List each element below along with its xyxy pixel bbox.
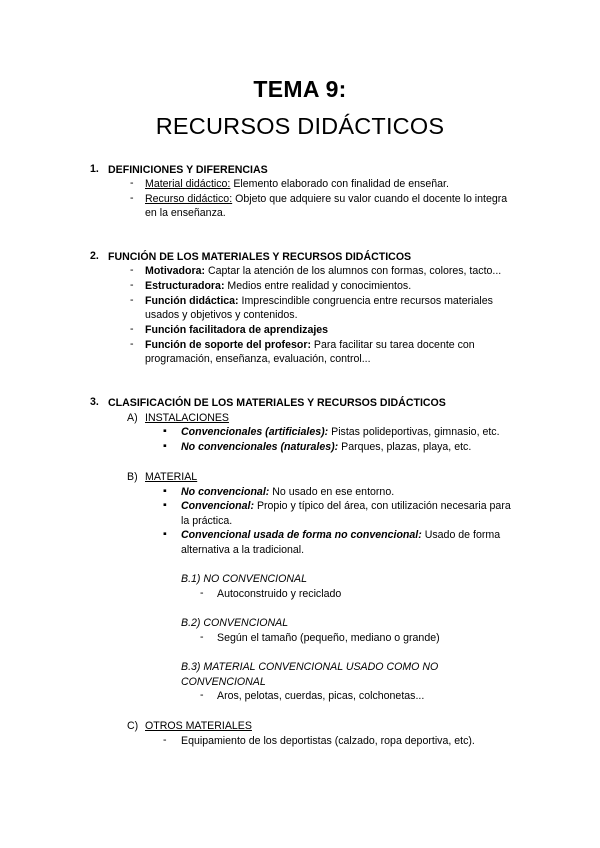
- bullet: ▪: [163, 440, 167, 452]
- bullet: ▪: [163, 528, 167, 540]
- bullet: -: [200, 689, 204, 701]
- s3-b-sub-3-item: Aros, pelotas, cuerdas, picas, colchonetas...: [217, 690, 425, 702]
- bullet: ▪: [163, 425, 167, 437]
- s3-b-sub-2: B.2) CONVENCIONAL: [181, 617, 289, 629]
- section-2-heading: FUNCIÓN DE LOS MATERIALES Y RECURSOS DIDÁCTICOS: [108, 251, 412, 263]
- s3-b-sub-3: B.3) MATERIAL CONVENCIONAL USADO COMO NO: [181, 661, 439, 673]
- s3-b-title: MATERIAL: [145, 471, 198, 483]
- s3-b-sub-1-item: Autoconstruido y reciclado: [217, 588, 342, 600]
- s3-a-item-2: No convencionales (naturales): Parques, plazas, playa, etc.: [181, 441, 472, 453]
- section-3-heading: CLASIFICACIÓN DE LOS MATERIALES Y RECURSOS DIDÁCTICOS: [108, 397, 446, 409]
- bullet: -: [130, 264, 134, 276]
- bullet: -: [130, 294, 134, 306]
- s3-c-label: C): [127, 720, 139, 732]
- page-title: TEMA 9:: [253, 76, 347, 102]
- s3-b-item-3: Convencional usada de forma no convencional: Usado de forma: [181, 529, 501, 541]
- s2-item-3-cont: usados y objetivos y contenidos.: [145, 309, 298, 321]
- bullet: -: [130, 177, 134, 189]
- s3-b-sub-1: B.1) NO CONVENCIONAL: [181, 573, 307, 585]
- s2-item-5-cont: programación, enseñanza, evaluación, control...: [145, 353, 371, 365]
- s3-b-item-1: No convencional: No usado en ese entorno.: [181, 486, 395, 498]
- s3-b-item-2: Convencional: Propio y típico del área, con utilización necesaria para: [181, 500, 511, 512]
- s3-a-item-1: Convencionales (artificiales): Pistas polideportivas, gimnasio, etc.: [181, 426, 500, 438]
- s3-b-sub-3-cont: CONVENCIONAL: [181, 676, 266, 688]
- bullet: -: [200, 587, 204, 599]
- bullet: -: [130, 279, 134, 291]
- s2-item-2: Estructuradora: Medios entre realidad y conocimientos.: [145, 280, 412, 292]
- page-subtitle: RECURSOS DIDÁCTICOS: [155, 113, 445, 139]
- s3-c-item-1: Equipamiento de los deportistas (calzado, ropa deportiva, etc).: [181, 735, 475, 747]
- s1-item-1: Material didáctico: Elemento elaborado con finalidad de enseñar.: [145, 178, 449, 190]
- s3-a-title: INSTALACIONES: [145, 412, 229, 424]
- s1-item-2-cont: en la enseñanza.: [145, 207, 226, 219]
- bullet: -: [200, 631, 204, 643]
- bullet: -: [163, 734, 167, 746]
- section-3-number: 3.: [90, 396, 99, 408]
- s2-item-1: Motivadora: Captar la atención de los alumnos con formas, colores, tacto...: [145, 265, 502, 277]
- s3-b-item-3-cont: alternativa a la tradicional.: [181, 544, 305, 556]
- bullet: ▪: [163, 499, 167, 511]
- section-1-heading: DEFINICIONES Y DIFERENCIAS: [108, 164, 268, 176]
- s3-b-label: B): [127, 471, 138, 483]
- s2-item-5: Función de soporte del profesor: Para facilitar su tarea docente con: [145, 339, 475, 351]
- s3-b-sub-2-item: Según el tamaño (pequeño, mediano o grande): [217, 632, 440, 644]
- s3-b-item-2-cont: la práctica.: [181, 515, 233, 527]
- s3-a-label: A): [127, 412, 138, 424]
- bullet: -: [130, 338, 134, 350]
- s3-c-title: OTROS MATERIALES: [145, 720, 252, 732]
- bullet: -: [130, 323, 134, 335]
- bullet: ▪: [163, 485, 167, 497]
- s2-item-4: Función facilitadora de aprendizajes: [145, 324, 329, 336]
- section-1-number: 1.: [90, 163, 99, 175]
- section-2-number: 2.: [90, 250, 99, 262]
- s1-item-2: Recurso didáctico: Objeto que adquiere su valor cuando el docente lo integra: [145, 193, 508, 205]
- s2-item-3: Función didáctica: Imprescindible congruencia entre recursos materiales: [145, 295, 493, 307]
- bullet: -: [130, 192, 134, 204]
